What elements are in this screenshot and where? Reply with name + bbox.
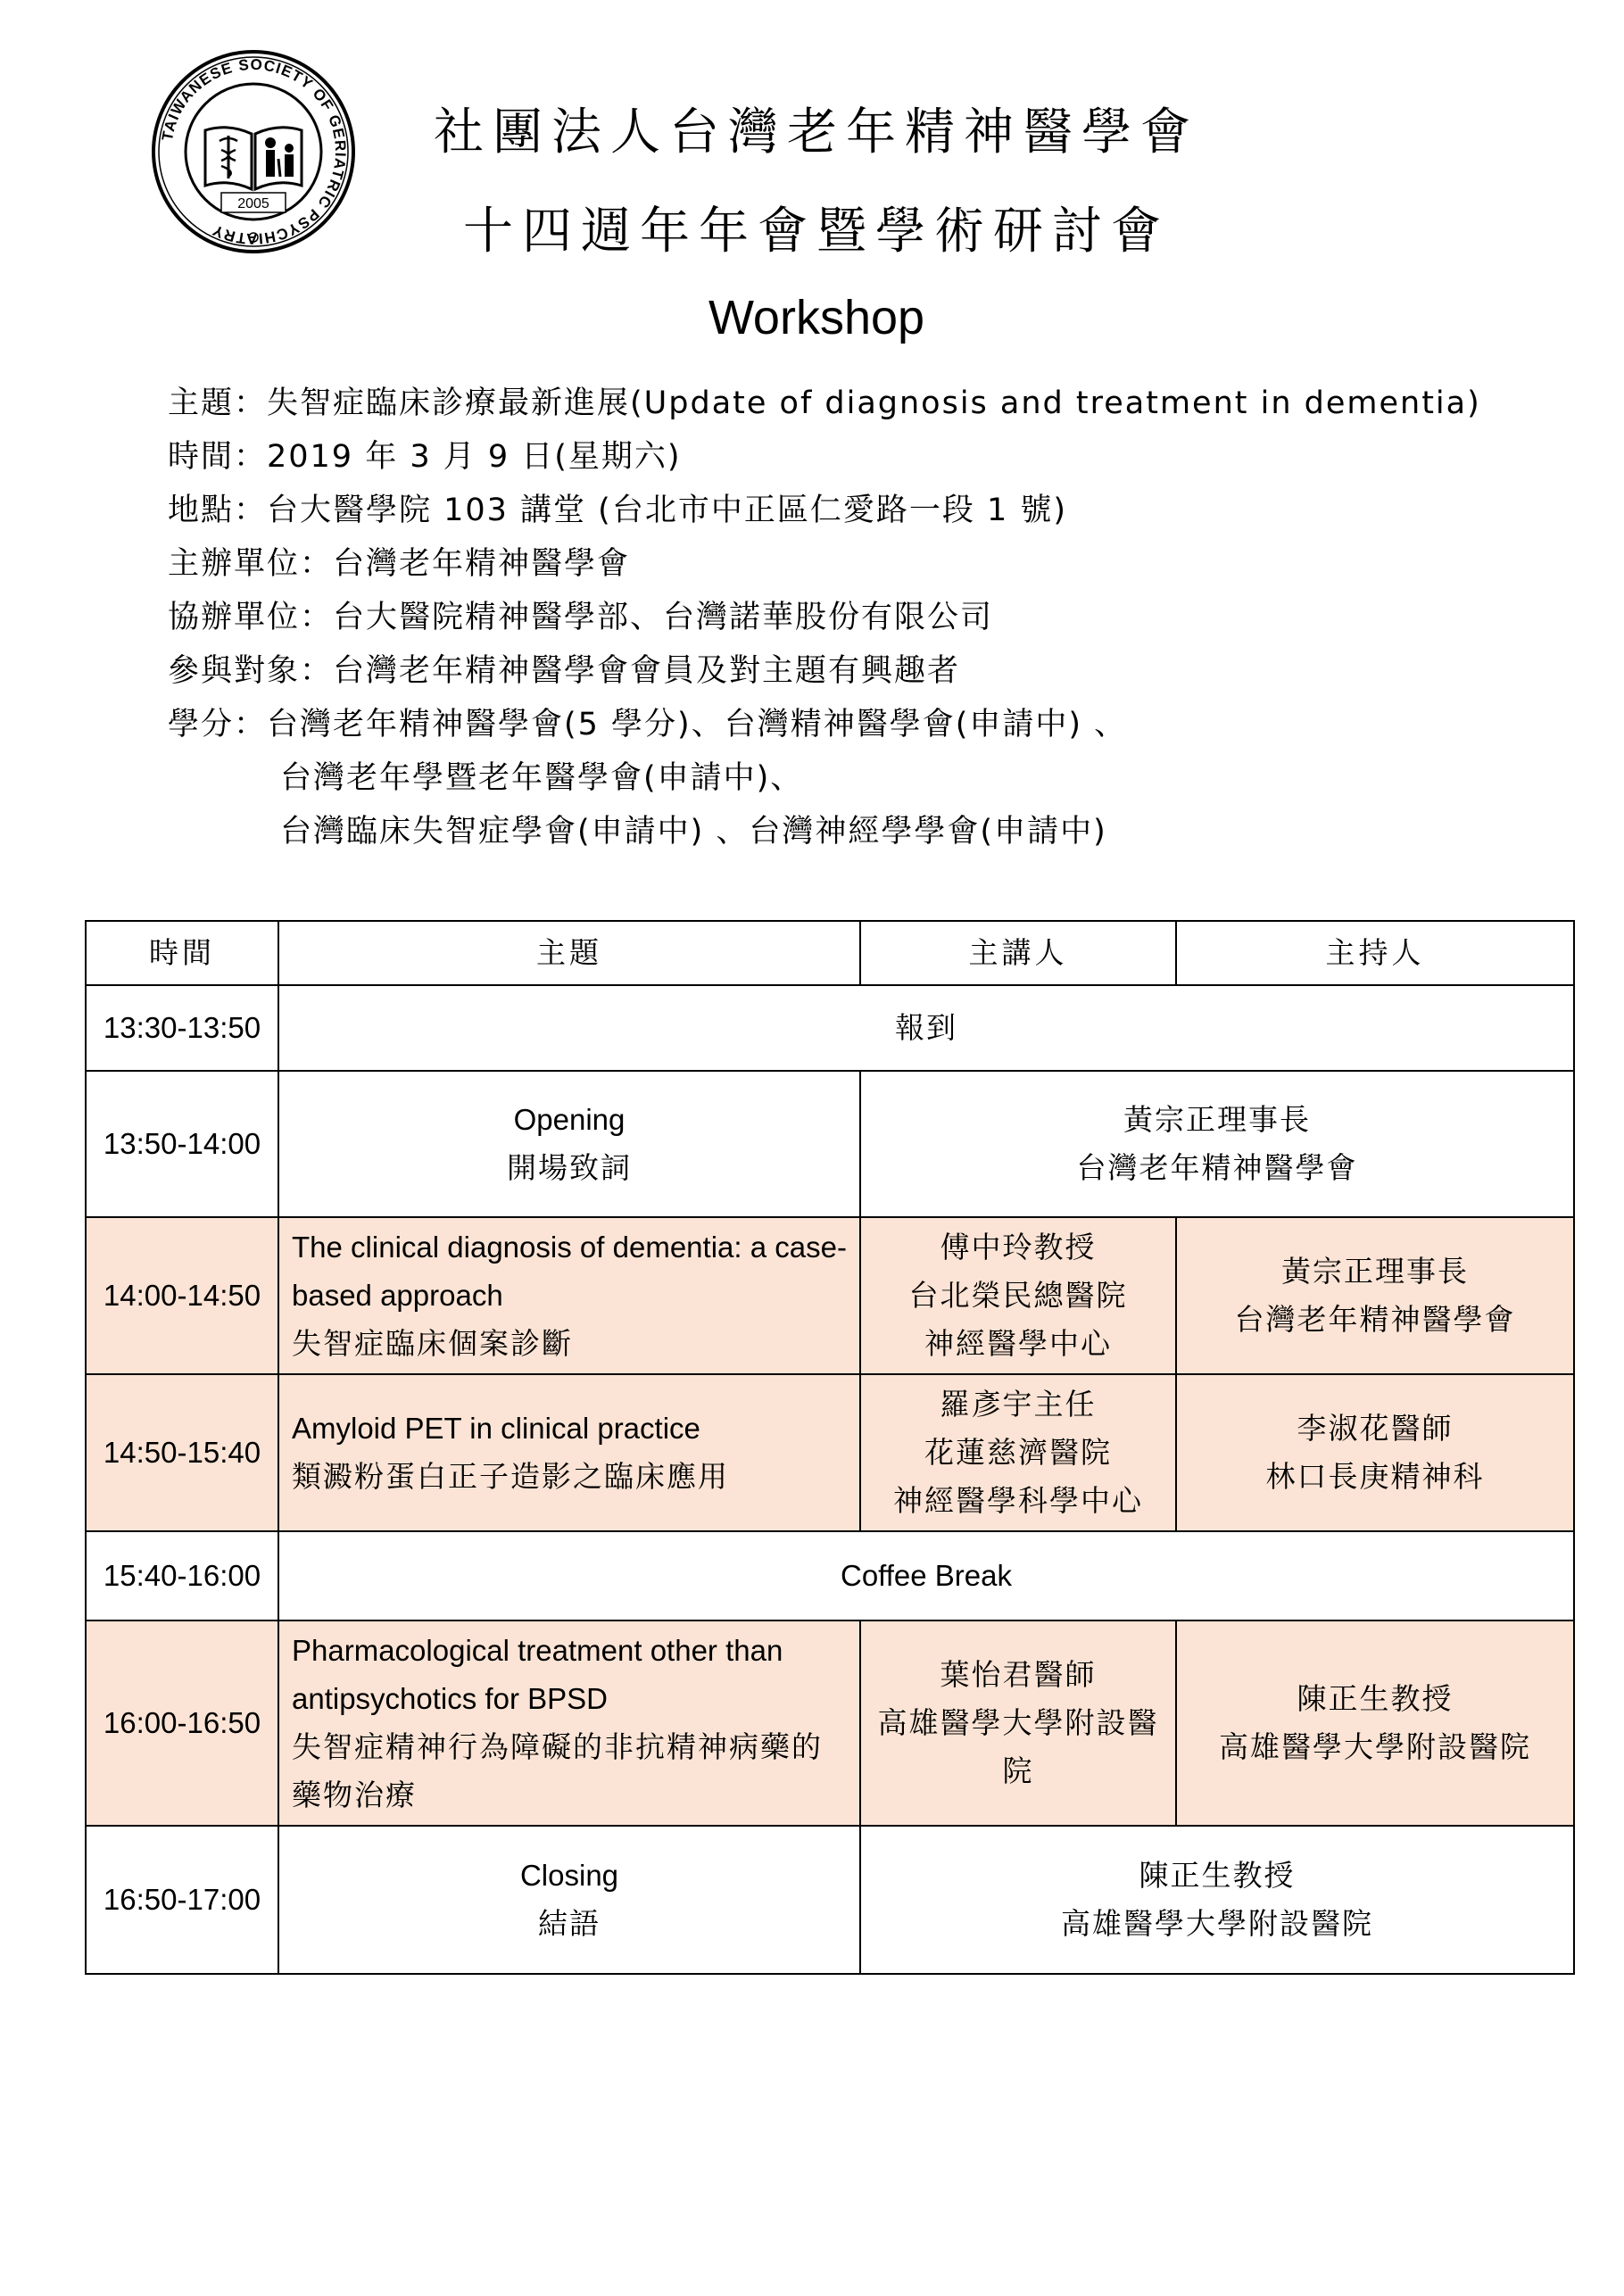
- row-topic: [278, 1374, 860, 1531]
- topic-zh: 結語: [538, 1906, 601, 1941]
- table-row: [86, 1071, 1574, 1217]
- speaker-name: 傅中玲教授: [940, 1230, 1097, 1264]
- row-topic: [278, 1826, 860, 1974]
- table-row: [86, 1531, 1574, 1620]
- speaker-department: 神經醫學科學中心: [893, 1483, 1143, 1518]
- table-header-row: [86, 921, 1574, 985]
- header-speaker: 主講人: [860, 921, 1176, 985]
- table-row: [86, 1374, 1574, 1531]
- moderator-affiliation: 台灣老年精神醫學會: [1234, 1302, 1516, 1337]
- topic-zh: 失智症精神行為障礙的非抗精神病藥的藥物治療: [292, 1729, 823, 1812]
- moderator-name: 黃宗正理事長: [1281, 1254, 1469, 1289]
- info-topic: 主題：失智症臨床診療最新進展(Update of diagnosis and treatment in dementia): [168, 385, 1481, 421]
- row-time: 16:50-17:00: [86, 1826, 278, 1974]
- info-time: 時間：2019 年 3 月 9 日(星期六): [168, 439, 682, 475]
- speaker-name: 羅彥宇主任: [940, 1387, 1097, 1422]
- speaker-affiliation: 高雄醫學大學附設醫院: [1061, 1906, 1373, 1941]
- row-speaker: [860, 1217, 1176, 1374]
- info-credits-line-2: 台灣老年學暨老年醫學會(申請中)、: [280, 760, 804, 796]
- row-moderator: [1176, 1374, 1574, 1531]
- moderator-affiliation: 林口長庚精神科: [1265, 1459, 1485, 1494]
- speaker-affiliation: 高雄醫學大學附設醫院: [877, 1705, 1159, 1788]
- row-topic: [278, 985, 1574, 1071]
- row-time: 15:40-16:00: [86, 1531, 278, 1620]
- row-moderator: [1176, 1620, 1574, 1826]
- speaker-name: 陳正生教授: [1139, 1858, 1296, 1893]
- info-co-organizer: 協辦單位：台大醫院精神醫學部、台灣諾華股份有限公司: [168, 600, 994, 635]
- row-speaker: [860, 1826, 1574, 1974]
- topic-zh: 開場致詞: [507, 1150, 632, 1185]
- topic-en: Coffee Break: [840, 1559, 1012, 1592]
- row-topic: [278, 1620, 860, 1826]
- table-row: [86, 1826, 1574, 1974]
- topic-zh: 報到: [895, 1010, 957, 1045]
- table-row: [86, 985, 1574, 1071]
- info-venue: 地點：台大醫學院 103 講堂 (台北市中正區仁愛路一段 1 號): [168, 493, 1068, 528]
- title-line-1: 社團法人台灣老年精神醫學會: [434, 104, 1199, 162]
- topic-en: Opening: [513, 1103, 626, 1136]
- header-moderator: 主持人: [1176, 921, 1574, 985]
- workshop-subtitle: Workshop: [708, 291, 925, 344]
- moderator-name: 陳正生教授: [1297, 1681, 1454, 1716]
- row-time: 13:30-13:50: [86, 985, 278, 1071]
- speaker-affiliation: 花蓮慈濟醫院: [924, 1435, 1112, 1470]
- row-speaker: [860, 1071, 1574, 1217]
- society-logo: [150, 48, 357, 255]
- row-time: 13:50-14:00: [86, 1071, 278, 1217]
- info-audience: 參與對象：台灣老年精神醫學會會員及對主題有興趣者: [168, 653, 961, 689]
- row-speaker: [860, 1374, 1176, 1531]
- table-row: [86, 1620, 1574, 1826]
- speaker-department: 神經醫學中心: [924, 1326, 1112, 1361]
- topic-en: Closing: [519, 1859, 619, 1892]
- moderator-affiliation: 高雄醫學大學附設醫院: [1219, 1729, 1531, 1764]
- row-topic: [278, 1217, 860, 1374]
- moderator-name: 李淑花醫師: [1297, 1411, 1454, 1446]
- row-time: 14:00-14:50: [86, 1217, 278, 1374]
- info-credits-line-3: 台灣臨床失智症學會(申請中) 、台灣神經學學會(申請中): [280, 814, 1107, 850]
- header-topic: 主題: [278, 921, 860, 985]
- logo-ring-text: TAIWANESE SOCIETY OF GERIATRIC PSYCHIATRY: [158, 55, 350, 248]
- row-topic: [278, 1071, 860, 1217]
- table-row: [86, 1217, 1574, 1374]
- schedule-table: [85, 920, 1575, 1975]
- title-line-2: 十四週年年會暨學術研討會: [463, 203, 1170, 261]
- info-credits-line-1: 學分：台灣老年精神醫學會(5 學分)、台灣精神醫學會(申請中) 、: [168, 707, 1128, 742]
- topic-en: The clinical diagnosis of dementia: a case-based approach: [292, 1231, 847, 1312]
- topic-en: Amyloid PET in clinical practice: [292, 1412, 700, 1445]
- speaker-affiliation: 台北榮民總醫院: [908, 1278, 1128, 1313]
- speaker-name: 黃宗正理事長: [1123, 1102, 1311, 1137]
- info-organizer: 主辦單位：台灣老年精神醫學會: [168, 546, 631, 582]
- header-time: 時間: [86, 921, 278, 985]
- row-speaker: [860, 1620, 1176, 1826]
- speaker-name: 葉怡君醫師: [940, 1657, 1097, 1692]
- row-moderator: [1176, 1217, 1574, 1374]
- topic-en: Pharmacological treatment other than antipsychotics for BPSD: [292, 1634, 783, 1715]
- speaker-affiliation: 台灣老年精神醫學會: [1076, 1150, 1358, 1185]
- logo-year: 2005: [237, 196, 269, 211]
- row-topic: [278, 1531, 1574, 1620]
- row-time: 16:00-16:50: [86, 1620, 278, 1826]
- topic-zh: 類澱粉蛋白正子造影之臨床應用: [292, 1459, 729, 1494]
- row-time: 14:50-15:40: [86, 1374, 278, 1531]
- topic-zh: 失智症臨床個案診斷: [292, 1326, 573, 1361]
